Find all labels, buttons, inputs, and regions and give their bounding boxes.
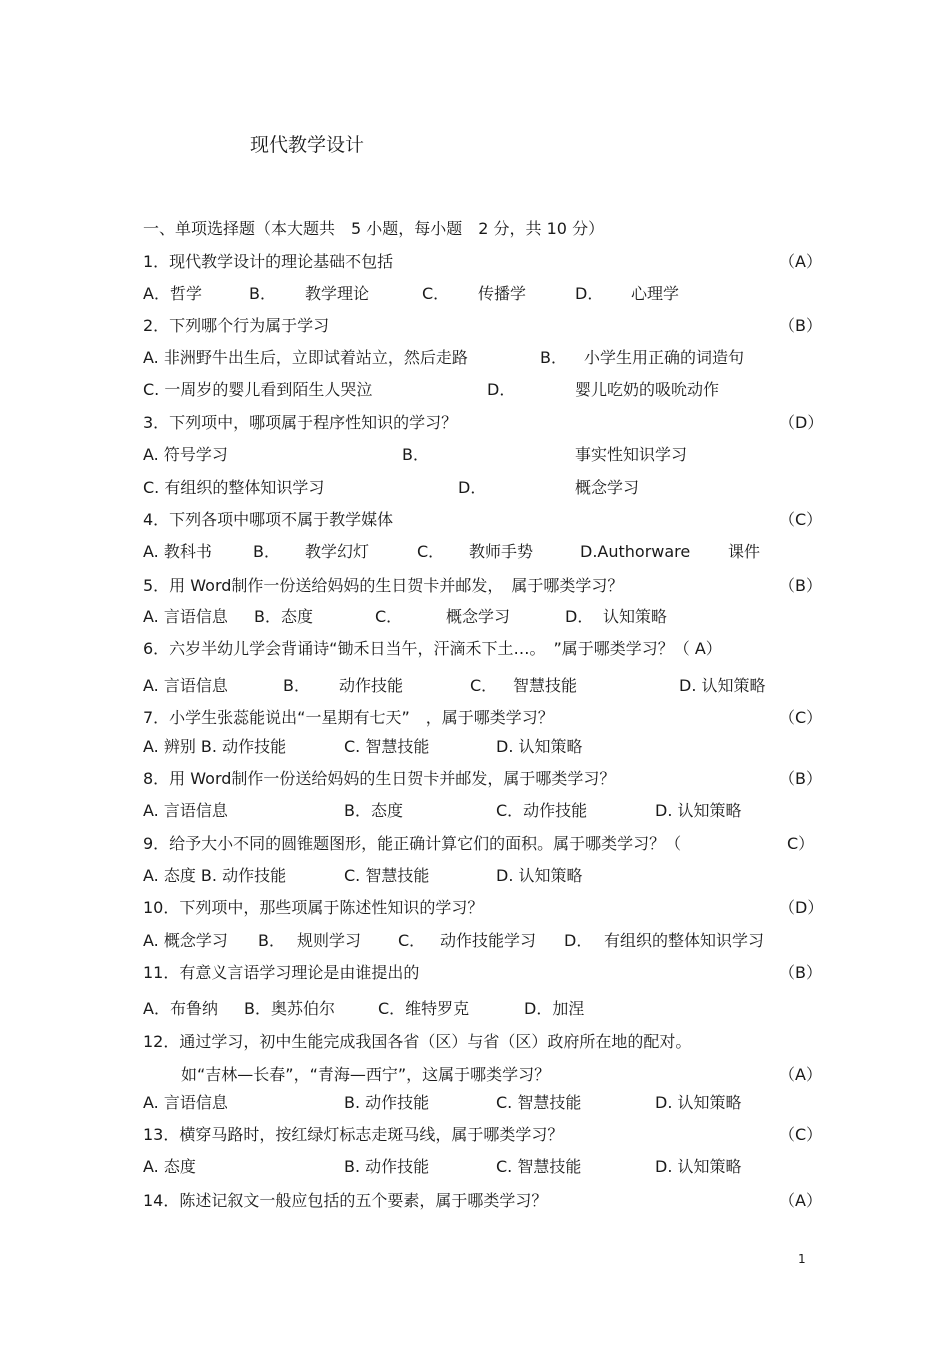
question-3-answer: （D） bbox=[779, 413, 824, 432]
question-11-answer: （B） bbox=[779, 963, 822, 982]
option-a: A．布鲁纳 bbox=[143, 999, 218, 1018]
question-8-stem: 8．用 Word制作一份送给妈妈的生日贺卡并邮发，属于哪类学习？ bbox=[143, 769, 616, 788]
question-14-answer: （A） bbox=[779, 1191, 822, 1210]
option-c: 概念学习 bbox=[446, 607, 511, 626]
option-b: B．奥苏伯尔 bbox=[244, 999, 335, 1018]
option-b: 小学生用正确的词造句 bbox=[584, 348, 745, 367]
option-a: A. 言语信息 bbox=[143, 607, 228, 626]
option-b-marker: B． bbox=[258, 931, 285, 950]
option-b: 动作技能 bbox=[339, 676, 404, 695]
option-a: A．哲学 bbox=[143, 284, 202, 303]
question-3-stem: 3．下列项中，哪项属于程序性知识的学习？ bbox=[143, 413, 458, 432]
option-d: 有组织的整体知识学习 bbox=[604, 931, 765, 950]
question-7-answer: （C） bbox=[779, 708, 823, 727]
option-c-marker: C． bbox=[375, 607, 403, 626]
option-d-marker: D． bbox=[565, 607, 594, 626]
option-a: A. 符号学习 bbox=[143, 445, 228, 464]
option-b-marker: B． bbox=[283, 676, 310, 695]
option-c: C. 智慧技能 bbox=[344, 866, 430, 885]
question-4-stem: 4．下列各项中哪项不属于教学媒体 bbox=[143, 510, 394, 529]
option-d: D．加涅 bbox=[524, 999, 585, 1018]
option-a: A. 非洲野牛出生后，立即试着站立，然后走路 bbox=[143, 348, 468, 367]
question-9-stem: 9．给予大小不同的圆锥题图形，能正确计算它们的面积。属于哪类学习？（ bbox=[143, 834, 682, 853]
question-5-answer: （B） bbox=[779, 576, 822, 595]
document-title: 现代教学设计 bbox=[250, 134, 365, 156]
option-c: 传播学 bbox=[478, 284, 527, 303]
question-12-stem: 12．通过学习，初中生能完成我国各省（区）与省（区）政府所在地的配对。 bbox=[143, 1032, 692, 1051]
option-a: A. 教科书 bbox=[143, 542, 212, 561]
option-a-b: A. 态度 B. 动作技能 bbox=[143, 866, 287, 885]
question-12-answer: （A） bbox=[779, 1065, 822, 1084]
option-d: D. 认知策略 bbox=[496, 866, 583, 885]
option-d: D. 认知策略 bbox=[496, 737, 583, 756]
option-c-marker: C． bbox=[422, 284, 450, 303]
option-a: A. 言语信息 bbox=[143, 676, 228, 695]
option-c: C．维特罗克 bbox=[378, 999, 470, 1018]
option-d: 心理学 bbox=[631, 284, 680, 303]
option-a: A. 概念学习 bbox=[143, 931, 228, 950]
option-a: A. 态度 bbox=[143, 1157, 196, 1176]
option-c: 动作技能学习 bbox=[440, 931, 537, 950]
option-c: 教师手势 bbox=[469, 542, 534, 561]
question-10-answer: （D） bbox=[779, 898, 824, 917]
option-d: 婴儿吃奶的吸吮动作 bbox=[575, 380, 720, 399]
option-d-suffix: 课件 bbox=[728, 542, 761, 561]
question-5-stem: 5．用 Word制作一份送给妈妈的生日贺卡并邮发， 属于哪类学习？ bbox=[143, 576, 624, 595]
option-b-marker: B． bbox=[249, 284, 276, 303]
question-2-answer: （B） bbox=[779, 316, 822, 335]
option-b: 事实性知识学习 bbox=[575, 445, 688, 464]
option-d: D. 认知策略 bbox=[679, 676, 766, 695]
option-d-marker: D． bbox=[575, 284, 604, 303]
question-6-stem: 6．六岁半幼儿学会背诵诗“锄禾日当午，汗滴禾下土…。 ”属于哪类学习？（ A） bbox=[143, 639, 722, 658]
option-c: C. 智慧技能 bbox=[344, 737, 430, 756]
option-c-marker: C． bbox=[470, 676, 498, 695]
question-11-stem: 11．有意义言语学习理论是由谁提出的 bbox=[143, 963, 420, 982]
question-2-stem: 2．下列哪个行为属于学习 bbox=[143, 316, 330, 335]
option-c: C. 智慧技能 bbox=[496, 1093, 582, 1112]
question-7-stem: 7．小学生张蕊能说出“一星期有七天” ，属于哪类学习？ bbox=[143, 708, 554, 727]
option-d: 认知策略 bbox=[603, 607, 668, 626]
option-c: C. 有组织的整体知识学习 bbox=[143, 478, 325, 497]
option-a-b: A. 辨别 B. 动作技能 bbox=[143, 737, 287, 756]
option-b: 规则学习 bbox=[297, 931, 362, 950]
option-d: 概念学习 bbox=[575, 478, 640, 497]
option-d-marker: D． bbox=[458, 478, 487, 497]
option-d-marker: D． bbox=[487, 380, 516, 399]
option-b-marker: B． bbox=[402, 445, 429, 464]
question-10-stem: 10．下列项中，那些项属于陈述性知识的学习？ bbox=[143, 898, 484, 917]
option-b: 教学幻灯 bbox=[305, 542, 370, 561]
option-b: B. 动作技能 bbox=[344, 1093, 430, 1112]
question-13-answer: （C） bbox=[779, 1125, 823, 1144]
question-14-stem: 14．陈述记叙文一般应包括的五个要素，属于哪类学习？ bbox=[143, 1191, 548, 1210]
option-b: B. 动作技能 bbox=[344, 1157, 430, 1176]
option-b: B．态度 bbox=[254, 607, 313, 626]
question-1-answer: （A） bbox=[779, 252, 822, 271]
question-4-answer: （C） bbox=[779, 510, 823, 529]
option-c: C．动作技能 bbox=[496, 801, 588, 820]
section-heading: 一、单项选择题（本大题共 5 小题，每小题 2 分，共 10 分） bbox=[143, 219, 605, 238]
option-a: A. 言语信息 bbox=[143, 1093, 228, 1112]
option-c-marker: C． bbox=[417, 542, 445, 561]
option-b: 教学理论 bbox=[305, 284, 370, 303]
option-d: D.Authorware bbox=[580, 542, 691, 561]
page-number: 1 bbox=[798, 1252, 806, 1266]
question-8-answer: （B） bbox=[779, 769, 822, 788]
option-d: D. 认知策略 bbox=[655, 1157, 742, 1176]
question-13-stem: 13．横穿马路时，按红绿灯标志走斑马线，属于哪类学习？ bbox=[143, 1125, 564, 1144]
option-b-marker: B． bbox=[540, 348, 567, 367]
option-b-marker: B． bbox=[253, 542, 280, 561]
option-d-marker: D． bbox=[564, 931, 593, 950]
option-c-marker: C． bbox=[398, 931, 426, 950]
option-d: D. 认知策略 bbox=[655, 801, 742, 820]
option-c: C. 智慧技能 bbox=[496, 1157, 582, 1176]
option-c: 智慧技能 bbox=[513, 676, 578, 695]
option-c: C. 一周岁的婴儿看到陌生人哭泣 bbox=[143, 380, 373, 399]
option-b: B．态度 bbox=[344, 801, 403, 820]
option-d: D. 认知策略 bbox=[655, 1093, 742, 1112]
question-12-stem-cont: 如“吉林—长春”，“青海—西宁”，这属于哪类学习？ bbox=[181, 1065, 551, 1084]
question-1-stem: 1．现代教学设计的理论基础不包括 bbox=[143, 252, 394, 271]
option-a: A. 言语信息 bbox=[143, 801, 228, 820]
question-9-answer: C） bbox=[787, 834, 815, 853]
